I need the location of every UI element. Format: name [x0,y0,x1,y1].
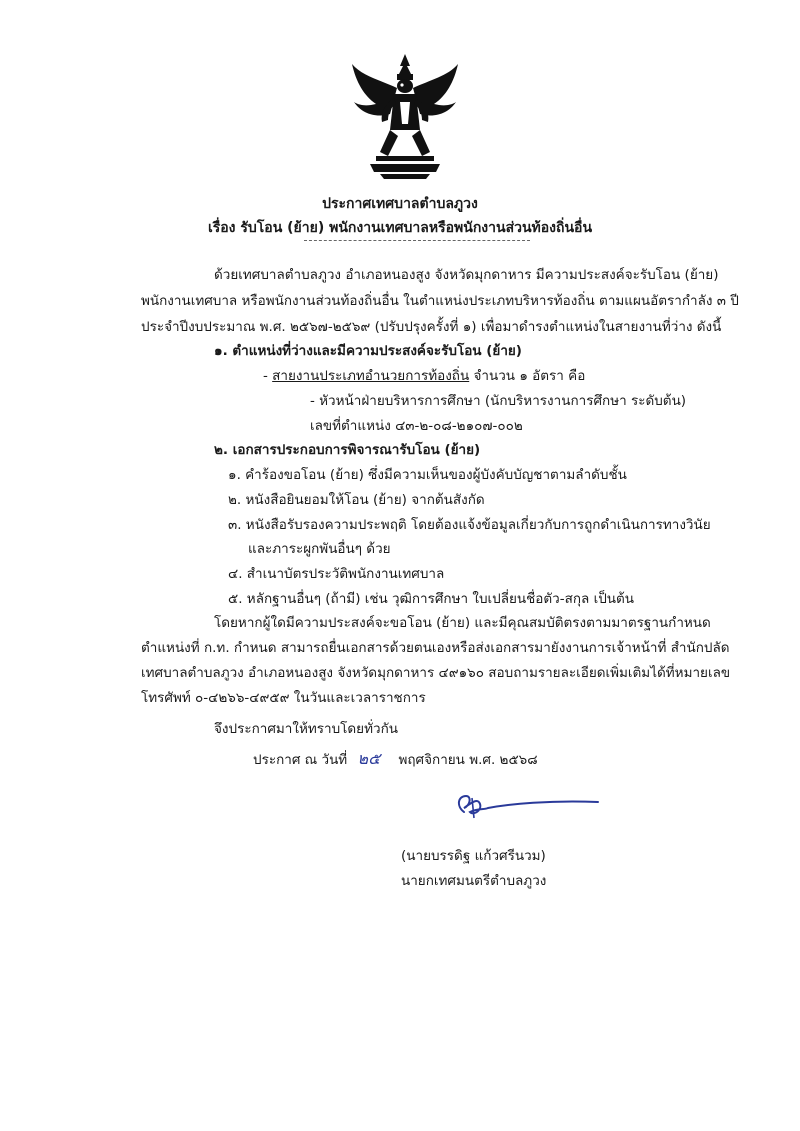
section1-position-no: เลขที่ตำแหน่ง ๔๓-๒-๐๘-๒๑๐๗-๐๐๒ [310,418,523,434]
closing-line-1: โดยหากผู้ใดมีความประสงค์จะขอโอน (ย้าย) และมีคุณสมบัติตรงตามมาตรฐานกำหนด [214,615,711,631]
section1-heading: ๑. ตำแหน่งที่ว่างและมีความประสงค์จะรับโอน (ย้าย) [214,343,522,359]
announce-text: จึงประกาศมาให้ทราบโดยทั่วกัน [214,721,398,737]
closing-line-2: ตำแหน่งที่ ก.ท. กำหนด สามารถยื่นเอกสารด้วยตนเองหรือส่งเอกสารมายังงานการเจ้าหน้าที่ สำนักปลัด [141,640,730,656]
section1-position: - หัวหน้าฝ่ายบริหารการศึกษา (นักบริหารงานการศึกษา ระดับต้น) [310,393,687,409]
closing-line-3: เทศบาลตำบลภูวง อำเภอหนองสูง จังหวัดมุกดาหาร ๔๙๑๖๐ สอบถามรายละเอียดเพิ่มเติมได้ที่หมายเลข [141,665,731,681]
title-divider [304,240,530,241]
section2-item: ๓. หนังสือรับรองความประพฤติ โดยต้องแจ้งข้อมูลเกี่ยวกับการถูกดำเนินการทางวินัย [228,517,711,533]
section2-item: ๑. คำร้องขอโอน (ย้าย) ซึ่งมีความเห็นของผู้บังคับบัญชาตามลำดับชั้น [228,467,627,483]
date-month-year: พฤศจิกายน พ.ศ. ๒๕๖๘ [398,752,538,768]
section2-item: ๔. สำเนาบัตรประวัติพนักงานเทศบาล [228,566,445,582]
signatory-name: (นายบรรดิฐ แก้วศรีนวม) [401,848,546,864]
date-day: ๒๕ [357,749,381,768]
section2-heading: ๒. เอกสารประกอบการพิจารณารับโอน (ย้าย) [214,442,481,458]
section2-item-continued: และภาระผูกพันอื่นๆ ด้วย [248,541,391,557]
section1-line-suffix: จำนวน ๑ อัตรา คือ [469,368,586,384]
garuda-emblem-icon [350,52,460,180]
signatory-title: นายกเทศมนตรีตำบลภูวง [401,873,547,889]
section1-line-category: สายงานประเภทอำนวยการท้องถิ่น [272,368,470,384]
document-subject: เรื่อง รับโอน (ย้าย) พนักงานเทศบาลหรือพนักงานส่วนท้องถิ่นอื่น [207,220,593,236]
intro-line-3: ประจำปีงบประมาณ พ.ศ. ๒๕๖๗-๒๕๖๙ (ปรับปรุงครั้งที่ ๑) เพื่อมาดำรงตำแหน่งในสายงานที่ว่าง ดังนี้ [141,319,722,335]
section1-line [263,364,585,386]
closing-line-4: โทรศัพท์ ๐-๔๒๖๖-๔๙๕๙ ในวันและเวลาราชการ [141,690,426,706]
date-prefix: ประกาศ ณ วันที่ [253,752,348,768]
announce-date [253,747,538,772]
document-title: ประกาศเทศบาลตำบลภูวง [322,196,478,212]
intro-line-1: ด้วยเทศบาลตำบลภูวง อำเภอหนองสูง จังหวัดมุกดาหาร มีความประสงค์จะรับโอน (ย้าย) [214,267,719,283]
intro-line-2: พนักงานเทศบาล หรือพนักงานส่วนท้องถิ่นอื่น ในตำแหน่งประเภทบริหารท้องถิ่น ตามแผนอัตรากำลัง ๓ ปี [141,293,739,309]
section1-line-prefix: - [263,368,273,384]
signature-icon [450,788,600,828]
section2-item: ๒. หนังสือยินยอมให้โอน (ย้าย) จากต้นสังกัด [228,492,485,508]
section2-item: ๕. หลักฐานอื่นๆ (ถ้ามี) เช่น วุฒิการศึกษา ใบเปลี่ยนชื่อตัว-สกุล เป็นต้น [228,591,634,607]
